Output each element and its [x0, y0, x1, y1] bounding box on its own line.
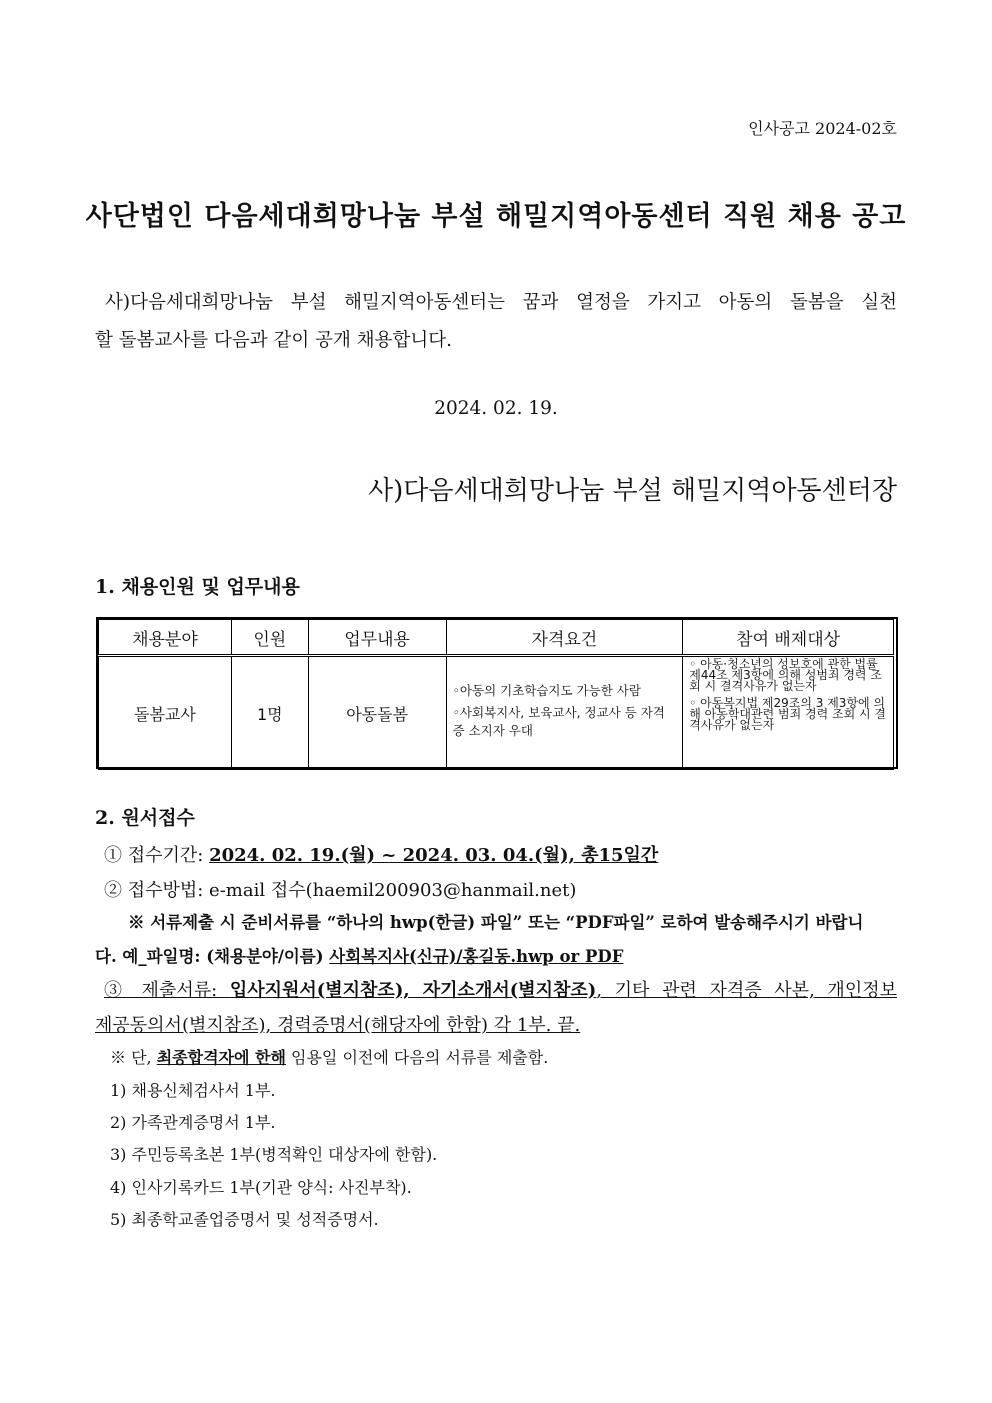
intro-line-1: 사)다음세대희망나눔 부설 해밀지역아동센터는 꿈과 열정을 가지고 아동의 돌봄을 실천 [105, 292, 897, 313]
note-line-2 [95, 943, 897, 967]
notice-number: 인사공고 2024-02호 [748, 119, 897, 138]
docs-line-2: 제공동의서(별지참조), 경력증명서(해당자에 한함) 각 1부. 끝. [95, 1015, 581, 1036]
period-line [104, 841, 906, 867]
note-example-filename: 사회복지사(신규)/홍길동.hwp or PDF [329, 947, 624, 966]
final-note-a: ※ 단, [110, 1048, 157, 1067]
col-count: 인원 [231, 620, 308, 656]
cell-qualification [446, 656, 683, 770]
section-2-heading: 2. 원서접수 [95, 807, 195, 829]
final-note-c: 임용일 이전에 다음의 서류를 제출함. [285, 1048, 549, 1067]
period-value: 2024. 02. 19.(월) ~ 2024. 03. 04.(월), 총15일간 [209, 845, 659, 866]
cell-duty: 아동돌봄 [308, 656, 446, 770]
docs-other: , 기타 관련 자격증 사본, 개인정보 [596, 980, 897, 1001]
cell-exclusion [683, 656, 894, 770]
cell-count: 1명 [231, 656, 308, 770]
intro-line-2: 할 돌봄교사를 다음과 같이 공개 채용합니다. [95, 330, 452, 351]
recruitment-table [98, 619, 894, 770]
col-exclusion: 참여 배제대상 [683, 620, 894, 656]
final-note [110, 1045, 912, 1068]
table-header-row [99, 620, 894, 656]
final-note-b: 최종합격자에 한해 [156, 1048, 286, 1067]
note-line-1: ※ 서류제출 시 준비서류를 “하나의 hwp(한글) 파일” 또는 “PDF파일” 로하여 발송해주시기 바랍니 [128, 913, 864, 932]
list-item: 3) 주민등록초본 1부(병적확인 대상자에 한함). [110, 1145, 438, 1164]
period-label: ① 접수기간: [104, 845, 210, 866]
notice-date: 2024. 02. 19. [434, 398, 558, 419]
list-item: 2) 가족관계증명서 1부. [110, 1113, 276, 1132]
table-row [99, 656, 894, 770]
section-1-heading: 1. 채용인원 및 업무내용 [95, 576, 300, 598]
docs-label: ③ 제출서류: [104, 980, 230, 1001]
document-title: 사단법인 다음세대희망나눔 부설 해밀지역아동센터 직원 채용 공고 [85, 201, 907, 232]
exclusion-1: ◦ 아동·청소년의 성보호에 관한 법률 제44조 제3항에 의해 성범죄 경력 조회 시 결격사유가 없는자 [689, 657, 882, 693]
col-field: 채용분야 [99, 620, 232, 656]
method-line: ② 접수방법: e-mail 접수(haemil200903@hanmail.net) [104, 880, 577, 901]
signer: 사)다음세대희망나눔 부설 해밀지역아동센터장 [368, 476, 897, 506]
docs-line-1 [104, 976, 897, 1002]
docs-required: 입사지원서(별지참조), 자기소개서(별지참조) [229, 980, 597, 1001]
col-qualification: 자격요건 [446, 620, 683, 656]
qualification-2: ◦사회복지사, 보육교사, 정교사 등 자격증 소지자 우대 [452, 705, 665, 738]
qualification-1: ◦아동의 기초학습지도 가능한 사람 [452, 683, 641, 698]
list-item: 5) 최종학교졸업증명서 및 성적증명서. [110, 1210, 379, 1229]
cell-field: 돌봄교사 [99, 656, 232, 770]
list-item: 4) 인사기록카드 1부(기관 양식: 사진부착). [110, 1178, 412, 1197]
note-example-label: 다. 예_파일명: (채용분야/이름) [95, 947, 330, 966]
col-duty: 업무내용 [308, 620, 446, 656]
exclusion-2: ◦ 아동복지법 제29조의 3 제3항에 의해 아동학대관련 범죄 경력 조회 시 결격사유가 없는자 [689, 696, 887, 732]
intro-paragraph [95, 284, 897, 360]
list-item: 1) 채용신체검사서 1부. [110, 1081, 276, 1100]
